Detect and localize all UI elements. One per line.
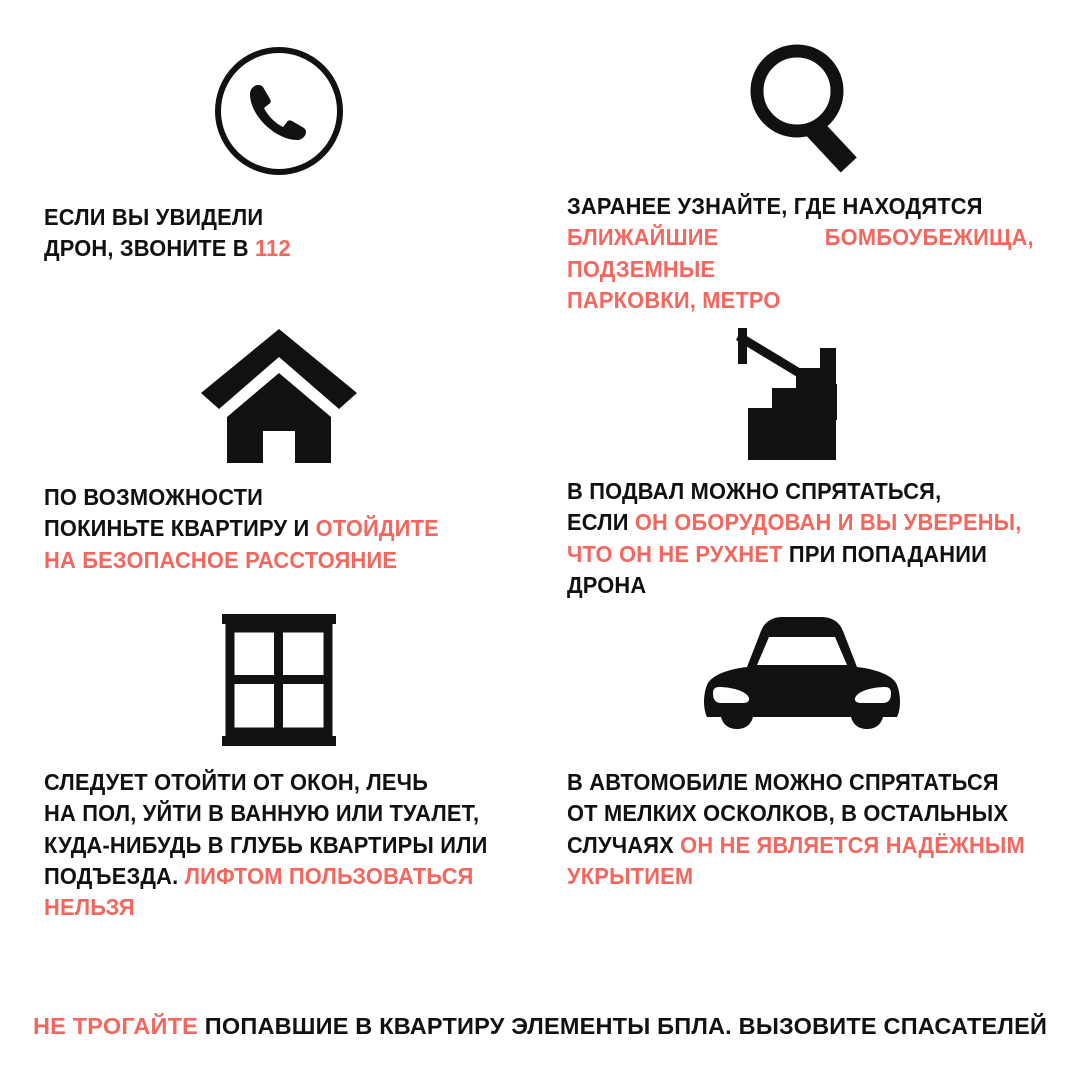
highlight-text: 112: [255, 235, 291, 262]
window-icon: [44, 601, 513, 761]
basement-stairs-icon: [567, 316, 1036, 470]
highlight-text: ПАРКОВКИ, МЕТРО: [567, 286, 781, 313]
highlight-text: ОН НЕ ЯВЛЯЕТСЯ НАДЁЖНЫМ: [680, 831, 1025, 858]
caption-line: НА ПОЛ, УЙТИ В ВАННУЮ ИЛИ ТУАЛЕТ,: [44, 800, 480, 827]
advice-item-find-shelters: [545, 26, 1058, 316]
highlight-text: НА БЕЗОПАСНОЕ РАССТОЯНИЕ: [44, 546, 398, 573]
caption-line: СЛЕДУЕТ ОТОЙТИ ОТ ОКОН, ЛЕЧЬ: [44, 769, 429, 795]
advice-caption: [44, 482, 511, 576]
highlight-text: БЛИЖАЙШИЕ БОМБОУБЕЖИЩА, ПОДЗЕМНЫЕ: [567, 224, 1034, 282]
footer-highlight-text: НЕ ТРОГАЙТЕ: [32, 1013, 205, 1039]
footer-warning: [22, 1013, 1058, 1070]
advice-item-car: [545, 601, 1058, 1001]
advice-item-away-from-windows: [22, 601, 535, 1001]
caption-line: ЧТО ОН НЕ РУХНЕТ ПРИ ПОПАДАНИИ ДРОНА: [567, 540, 987, 598]
caption-line: ЕСЛИ ВЫ УВИДЕЛИ: [44, 204, 264, 230]
advice-caption: [44, 767, 511, 923]
caption-line: ПО ВОЗМОЖНОСТИ: [44, 484, 264, 510]
caption-line: СЛУЧАЯХ ОН НЕ ЯВЛЯЕТСЯ НАДЁЖНЫМ: [567, 831, 1025, 858]
caption-line: В АВТОМОБИЛЕ МОЖНО СПРЯТАТЬСЯ: [567, 769, 999, 795]
advice-caption: [567, 767, 1034, 892]
highlight-text: НЕЛЬЗЯ: [44, 894, 135, 920]
caption-line: ДРОН, ЗВОНИТЕ В 112: [44, 235, 291, 262]
advice-caption: [567, 191, 1034, 316]
advice-item-call-112: [22, 26, 535, 316]
caption-line: ОТ МЕЛКИХ ОСКОЛКОВ, В ОСТАЛЬНЫХ: [567, 800, 1009, 827]
highlight-text: ЛИФТОМ ПОЛЬЗОВАТЬСЯ: [184, 862, 474, 889]
advice-grid: [22, 26, 1058, 1001]
caption-line: КУДА-НИБУДЬ В ГЛУБЬ КВАРТИРЫ ИЛИ: [44, 831, 488, 858]
phone-in-circle-icon: [44, 26, 513, 196]
highlight-text: УКРЫТИЕМ: [567, 862, 694, 889]
highlight-text: ОТОЙДИТЕ: [315, 515, 439, 542]
caption-line: В ПОДВАЛ МОЖНО СПРЯТАТЬСЯ,: [567, 478, 942, 504]
advice-item-basement: [545, 316, 1058, 601]
footer-text: ПОПАВШИЕ В КВАРТИРУ ЭЛЕМЕНТЫ БПЛА. ВЫЗОВИТЕ СПАСАТЕЛЕЙ: [204, 1013, 1048, 1039]
highlight-text: ОН ОБОРУДОВАН И ВЫ УВЕРЕНЫ,: [634, 509, 1022, 536]
car-icon: [567, 601, 1036, 761]
advice-caption: [567, 476, 1034, 601]
caption-line: ПОДЪЕЗДА. ЛИФТОМ ПОЛЬЗОВАТЬСЯ: [44, 862, 474, 889]
house-icon: [44, 316, 513, 476]
advice-item-leave-apartment: [22, 316, 535, 601]
advice-caption: [44, 202, 511, 265]
magnifier-icon: [567, 26, 1036, 185]
caption-line: ЗАРАНЕЕ УЗНАЙТЕ, ГДЕ НАХОДЯТСЯ: [567, 193, 983, 219]
highlight-text: ЧТО ОН НЕ РУХНЕТ: [567, 540, 789, 567]
caption-line: ЕСЛИ ОН ОБОРУДОВАН И ВЫ УВЕРЕНЫ,: [567, 509, 1022, 536]
caption-line: ПОКИНЬТЕ КВАРТИРУ И ОТОЙДИТЕ: [44, 515, 439, 542]
